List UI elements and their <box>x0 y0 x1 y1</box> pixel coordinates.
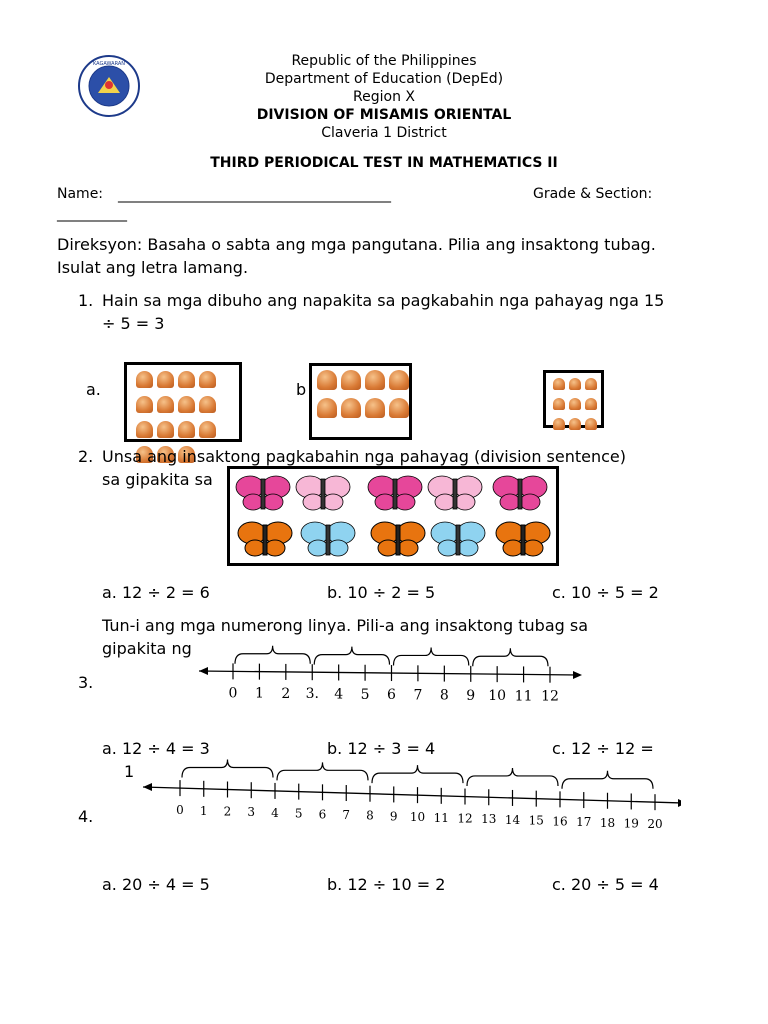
tick-label: 20 <box>647 817 663 832</box>
tick-label: 10 <box>409 810 426 825</box>
cupcake-icon <box>553 378 565 390</box>
tick-label: 1 <box>199 803 208 818</box>
cupcake-icon <box>178 421 195 438</box>
header-line1: Republic of the Philippines <box>291 53 477 69</box>
cupcake-icon <box>199 371 216 388</box>
tick-label: 13 <box>481 812 497 827</box>
q1-number: 1. <box>78 291 94 310</box>
cupcake-icon <box>365 398 385 418</box>
grouping-brace <box>562 771 653 789</box>
number-line-axis <box>143 787 681 803</box>
tick-label: 5 <box>294 806 303 821</box>
q1-option-b-label: b <box>296 380 307 399</box>
q1-option-c-image <box>543 370 604 428</box>
tick-label: 1 <box>254 685 264 702</box>
q3-number: 3. <box>78 673 94 692</box>
q2-choice-b: b. 10 ÷ 2 = 5 <box>327 583 436 602</box>
tick-label: 11 <box>433 810 449 825</box>
tick-label: 6 <box>318 807 327 822</box>
tick-label: 12 <box>457 811 473 826</box>
name-blank: _______________________________________ <box>118 187 391 203</box>
q1-option-a-label: a. <box>86 380 101 399</box>
numberline-intro-line2: gipakita ng <box>102 639 192 658</box>
tick-label: 19 <box>623 816 639 831</box>
numberline-intro-line1: Tun-i ang mga numerong linya. Pili-a ang insaktong tubag sa <box>102 616 589 635</box>
tick-label: 9 <box>466 687 476 704</box>
grouping-brace <box>277 762 368 780</box>
tick-label: 7 <box>413 687 423 704</box>
q4-number: 4. <box>78 807 94 826</box>
cupcake-icon <box>199 396 216 413</box>
header-line3: Region X <box>353 89 415 105</box>
q4-number-line <box>141 755 681 843</box>
cupcake-icon <box>157 371 174 388</box>
cupcake-icon <box>136 396 153 413</box>
tick-label: 0 <box>228 685 238 702</box>
cupcake-icon <box>136 421 153 438</box>
left-arrowhead <box>143 783 152 791</box>
cupcake-icon <box>553 398 565 410</box>
grouping-brace <box>182 760 273 778</box>
test-title: THIRD PERIODICAL TEST IN MATHEMATICS II <box>210 155 558 171</box>
tick-label: 2 <box>223 804 232 819</box>
cupcake-icon <box>389 370 409 390</box>
cupcake-icon <box>569 418 581 430</box>
header-district: Claveria 1 District <box>321 125 447 141</box>
directions: Direksyon: Basaha o sabta ang mga pangutana. Pilia ang insaktong tubag. Isulat ang letra lamang. <box>57 235 656 277</box>
q2-choice-c: c. 10 ÷ 5 = 2 <box>552 583 659 602</box>
cupcake-icon <box>178 371 195 388</box>
q4-choice-a: a. 20 ÷ 4 = 5 <box>102 875 210 894</box>
grouping-brace <box>473 648 548 666</box>
cupcake-icon <box>341 370 361 390</box>
tick-label: 4 <box>271 805 279 820</box>
cupcake-icon <box>317 370 337 390</box>
tick-label: 3. <box>305 686 319 703</box>
tick-label: 16 <box>552 814 568 829</box>
header-line2: Department of Education (DepEd) <box>264 71 504 87</box>
cupcake-icon <box>317 398 337 418</box>
tick-label: 5 <box>360 686 370 703</box>
cupcake-icon <box>553 418 565 430</box>
tick-label: 4 <box>334 686 344 703</box>
cupcake-icon <box>569 378 581 390</box>
cupcake-icon <box>178 396 195 413</box>
tick-label: 7 <box>342 808 351 823</box>
grouping-brace <box>467 768 558 786</box>
cupcake-grid-c <box>551 376 601 436</box>
svg-text:KAGAWARAN: KAGAWARAN <box>92 61 126 67</box>
q3-choice-a: a. 12 ÷ 4 = 3 <box>102 739 210 758</box>
q2-line1: Unsa ang insaktong pagkabahin nga pahayag (division sentence) <box>102 447 627 466</box>
number-line-axis <box>199 671 578 675</box>
right-arrowhead <box>573 671 582 679</box>
left-arrowhead <box>199 667 208 675</box>
cupcake-icon <box>341 398 361 418</box>
tick-label: 8 <box>366 808 374 823</box>
cupcake-icon <box>199 421 216 438</box>
q3-choice-c-line1: c. 12 ÷ 12 = <box>552 739 654 758</box>
q2-choice-a: a. 12 ÷ 2 = 6 <box>102 583 210 602</box>
cupcake-icon <box>157 421 174 438</box>
grouping-brace <box>394 647 469 665</box>
q2-line2: sa gipakita sa <box>102 470 213 489</box>
q4-choice-b: b. 12 ÷ 10 = 2 <box>327 875 446 894</box>
cupcake-icon <box>585 398 597 410</box>
grouping-brace <box>372 765 463 783</box>
tick-label: 10 <box>488 688 507 705</box>
tick-label: 15 <box>528 813 544 828</box>
tick-label: 2 <box>281 685 291 702</box>
q1-option-b-image <box>309 363 412 440</box>
q3-choice-b: b. 12 ÷ 3 = 4 <box>327 739 436 758</box>
q1-option-a-image <box>124 362 242 442</box>
q4-choice-c: c. 20 ÷ 5 = 4 <box>552 875 659 894</box>
butterflies-image <box>227 466 559 566</box>
q1-text: Hain sa mga dibuho ang napakita sa pagkabahin nga pahayag nga 15 ÷ 5 = 3 <box>102 291 665 333</box>
cupcake-grid-b <box>315 368 411 424</box>
tick-label: 18 <box>599 815 616 830</box>
cupcake-icon <box>585 378 597 390</box>
grade-section-blank: __________ <box>57 206 127 222</box>
cupcake-icon <box>569 398 581 410</box>
cupcake-icon <box>585 418 597 430</box>
q3-choice-c-line2: 1 <box>124 762 135 781</box>
right-arrowhead <box>678 799 681 807</box>
tick-label: 3 <box>247 805 256 820</box>
grade-section-label: Grade & Section: <box>533 186 653 202</box>
header-division: DIVISION OF MISAMIS ORIENTAL <box>256 107 512 123</box>
butterflies-drawing <box>230 469 556 563</box>
tick-label: 8 <box>439 687 449 704</box>
tick-label: 9 <box>389 809 398 824</box>
tick-label: 17 <box>576 815 592 830</box>
tick-label: 11 <box>514 688 533 705</box>
cupcake-icon <box>157 396 174 413</box>
tick-label: 12 <box>541 688 559 705</box>
tick-label: 14 <box>504 812 521 827</box>
cupcake-icon <box>365 370 385 390</box>
grouping-brace <box>235 646 310 664</box>
name-label: Name: <box>57 186 104 202</box>
tick-label: 6 <box>387 687 396 704</box>
cupcake-icon <box>136 371 153 388</box>
q2-number: 2. <box>78 447 94 466</box>
tick-label: 0 <box>176 803 184 818</box>
grouping-brace <box>314 647 389 665</box>
q3-number-line <box>197 640 589 720</box>
cupcake-icon <box>389 398 409 418</box>
